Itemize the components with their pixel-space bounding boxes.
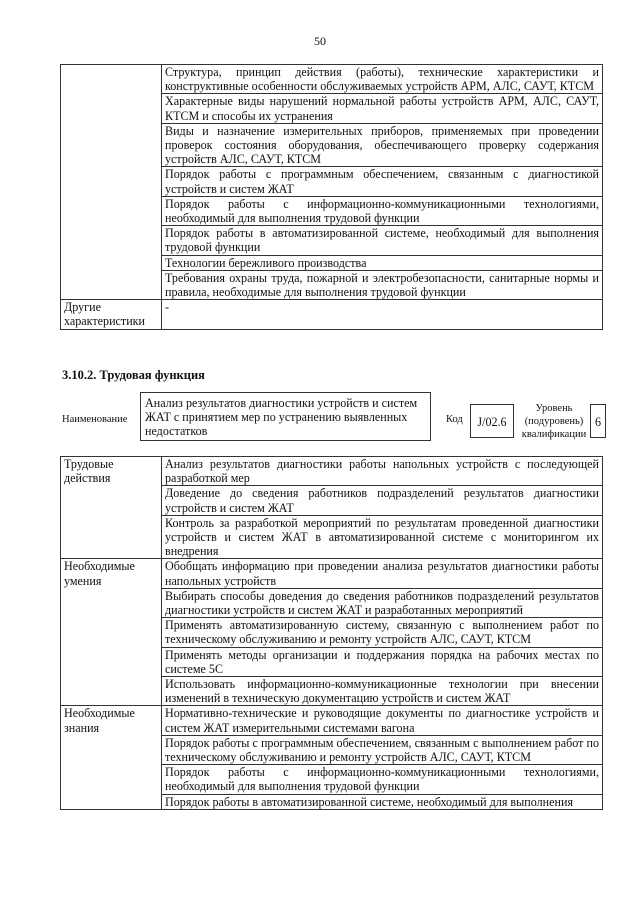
name-value: Анализ результатов диагностики устройств и систем ЖАТ с принятием мер по устранению выявленных недостатков bbox=[140, 392, 431, 441]
table-cell: Применять автоматизированную систему, связанную с выполнением работ по техническому обслуживанию и ремонту устройств АЛС, САУТ, КТСМ bbox=[162, 618, 603, 647]
table-cell: Нормативно-технические и руководящие документы по диагностике устройств и систем ЖАТ измерительными системами вагона bbox=[162, 706, 603, 735]
other-characteristics-value: - bbox=[162, 300, 603, 329]
table-label-cell bbox=[61, 65, 162, 300]
table-cell: Порядок работы с информационно-коммуникационными технологиями, необходимый для выполнения трудовой функции bbox=[162, 765, 603, 794]
table-cell: Обобщать информацию при проведении анализа результатов диагностики работы напольных устройств bbox=[162, 559, 603, 588]
table-row bbox=[61, 706, 603, 735]
table-cell: Порядок работы с программным обеспечением, связанным с диагностикой устройств и систем ЖАТ bbox=[162, 167, 603, 196]
table-row bbox=[61, 300, 603, 329]
table-cell: Виды и назначение измерительных приборов, применяемых при проведении проверок состояния оборудования, обеспечивающего проверку содержания устройств АЛС, САУТ, КТСМ bbox=[162, 123, 603, 167]
table-cell: Порядок работы в автоматизированной системе, необходимый для выполнения bbox=[162, 794, 603, 809]
level-label: Уровень (подуровень) квалификации bbox=[521, 403, 587, 440]
page-number: 50 bbox=[314, 34, 326, 48]
table-cell: Использовать информационно-коммуникационные технологии при внесении изменений в техническую документацию устройств и систем ЖАТ bbox=[162, 677, 603, 706]
table-cell: Технологии бережливого производства bbox=[162, 255, 603, 270]
function-header bbox=[62, 392, 606, 448]
table-cell: Порядок работы с программным обеспечением, связанным с выполнением работ по техническому обслуживанию и ремонту устройств АЛС, САУТ, КТСМ bbox=[162, 735, 603, 764]
table-cell: Контроль за разработкой мероприятий по результатам проведенной диагностики устройств и систем ЖАТ в автоматизированной системе с мониторингом их внедрения bbox=[162, 515, 603, 559]
table-cell: Характерные виды нарушений нормальной работы устройств АРМ, АЛС, САУТ, КТСМ и способы их устранения bbox=[162, 94, 603, 123]
level-value: 6 bbox=[590, 404, 606, 438]
actions-label: Трудовые действия bbox=[61, 457, 162, 559]
labor-function-table bbox=[60, 456, 603, 810]
table-cell: Структура, принцип действия (работы), технические характеристики и конструктивные особенности обслуживаемых устройств АРМ, АЛС, САУТ, КТСМ bbox=[162, 65, 603, 94]
table-row bbox=[61, 559, 603, 588]
code-value: J/02.6 bbox=[470, 404, 514, 438]
upper-knowledge-table bbox=[60, 64, 603, 330]
table-cell: Порядок работы с информационно-коммуникационными технологиями, необходимый для выполнения трудовой функции bbox=[162, 196, 603, 225]
table-cell: Порядок работы в автоматизированной системе, необходимый для выполнения трудовой функции bbox=[162, 226, 603, 255]
knowledge-label: Необходимые знания bbox=[61, 706, 162, 809]
code-label: Код bbox=[446, 414, 463, 425]
table-row bbox=[61, 457, 603, 486]
table-cell: Доведение до сведения работников подразделений результатов диагностики устройств и систем ЖАТ bbox=[162, 486, 603, 515]
table-cell: Анализ результатов диагностики работы напольных устройств с последующей разработкой мер bbox=[162, 457, 603, 486]
table-cell: Требования охраны труда, пожарной и электробезопасности, санитарные нормы и правила, необходимые для выполнения трудовой функции bbox=[162, 270, 603, 299]
table-cell: Выбирать способы доведения до сведения работников подразделений результатов диагностики устройств и систем ЖАТ и разработанных мероприятий bbox=[162, 588, 603, 617]
table-cell: Применять методы организации и поддержания порядка на рабочих местах по системе 5С bbox=[162, 647, 603, 676]
skills-label: Необходимые умения bbox=[61, 559, 162, 706]
section-title: 3.10.2. Трудовая функция bbox=[62, 368, 205, 382]
name-label: Наименование bbox=[62, 414, 128, 425]
other-characteristics-label: Другие характеристики bbox=[61, 300, 162, 329]
table-row bbox=[61, 65, 603, 94]
